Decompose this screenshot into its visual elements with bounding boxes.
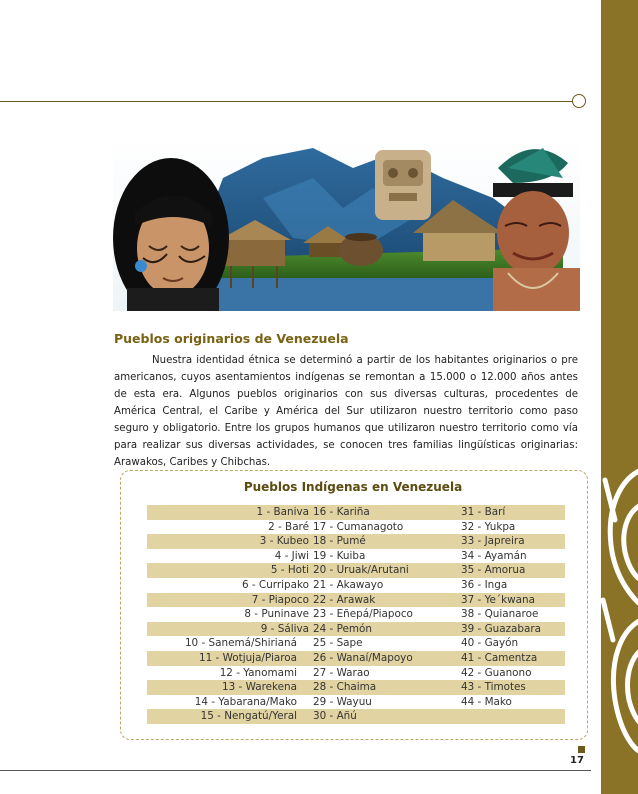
table-cell: 31 - Barí [461,506,506,518]
table-cell: 41 - Camentza [461,651,538,664]
table-cell: 29 - Wayuu [313,695,372,708]
table-cell: 28 - Chaima [313,681,377,694]
top-rule [0,101,574,102]
table-cell: 39 - Guazabara [461,622,542,635]
table-cell: 23 - Eñepá/Piapoco [313,608,413,621]
table-row [147,534,565,549]
table-cell: 15 - Nengatú/Yeral [200,710,297,723]
table-cell: 2 - Baré [268,520,309,533]
table-cell: 36 - Inga [461,578,508,591]
indigenous-collage-image [113,138,580,311]
table-row [147,680,565,695]
table-cell: 17 - Cumanagoto [313,520,404,533]
table-row [147,636,565,651]
table-cell: 27 - Warao [313,666,370,679]
table-cell: 16 - Kariña [313,506,370,518]
table-cell: 18 - Pumé [313,535,366,548]
table-cell: 4 - Jiwi [274,549,309,562]
table-row [147,607,565,622]
table-row [147,549,565,564]
table-cell: 33 - Japreira [461,535,525,548]
table-cell: 35 - Amorua [461,564,526,577]
table-cell: 7 - Piapoco [251,593,309,606]
table-cell: 13 - Warekena [222,681,297,694]
table-row [147,578,565,593]
table-row [147,593,565,608]
section-heading: Pueblos originarios de Venezuela [114,331,349,346]
table-cell: 25 - Sape [313,637,363,650]
table-cell: 32 - Yukpa [461,520,516,533]
footer-square [578,746,585,753]
table-cell: 20 - Uruak/Arutani [313,564,409,577]
table-cell: 24 - Pemón [313,622,372,635]
footer-rule [0,770,591,771]
table-row [147,651,565,666]
table-cell: 30 - Añú [313,710,357,723]
table-cell: 26 - Wanaí/Mapoyo [313,651,413,664]
table-title: Pueblos Indígenas en Venezuela [243,480,463,494]
table-cell: 21 - Akawayo [313,578,384,591]
table-row [147,695,565,710]
table-row [147,520,565,535]
page-number: 17 [570,755,584,766]
table-cell: 43 - Timotes [461,681,526,694]
table-cell: 3 - Kubeo [259,535,309,548]
table-cell: 38 - Quianaroe [461,608,539,621]
decorative-side-band [601,0,638,794]
intro-paragraph [114,352,578,471]
table-cell: 1 - Baniva [256,506,309,518]
table-cell: 12 - Yanomami [219,666,297,679]
table-cell: 34 - Ayamán [461,549,527,562]
table-cell: 40 - Gayón [461,637,519,650]
table-cell: 22 - Arawak [313,593,376,606]
table-cell: 14 - Yabarana/Mako [194,695,297,708]
table-cell: 11 - Wotjuja/Piaroa [199,651,297,664]
table-row [147,709,565,724]
table-row [147,505,565,520]
table-cell: 5 - Hoti [270,564,309,577]
table-cell: 37 - Ye´kwana [461,593,535,606]
table-row [147,666,565,681]
table-cell: 44 - Mako [461,695,512,708]
table-cell: 19 - Kuiba [313,549,366,562]
rule-end-circle [572,94,586,108]
table-row [147,563,565,578]
table-cell: 6 - Curripako [241,578,309,591]
table-cell: 10 - Sanemá/Shirianá [184,637,297,650]
table-cell: 8 - Puninave [244,608,309,621]
intro-paragraph-text: Nuestra identidad étnica se determinó a partir de los habitantes originarios o pre americanos, cuyos asentamientos indígenas se remontan a 15.000 o 12.000 años antes de esta era. Algunos pueblos originarios con sus diversas culturas, procedentes de América Central, el Caribe y América del Sur utilizaron nuestro territorio como paso seguro y obligatorio. Entre los grupos humanos que utilizaron nuestro territorio como vía para realizar sus diversas actividades, se conocen tres familias lingüísticas originarias: Arawakos, Caribes y Chibchas. [114,355,578,468]
table-row [147,622,565,637]
table-cell: 9 - Sáliva [260,622,309,635]
indigenous-peoples-table [147,505,565,724]
table-cell: 42 - Guanono [461,666,532,679]
